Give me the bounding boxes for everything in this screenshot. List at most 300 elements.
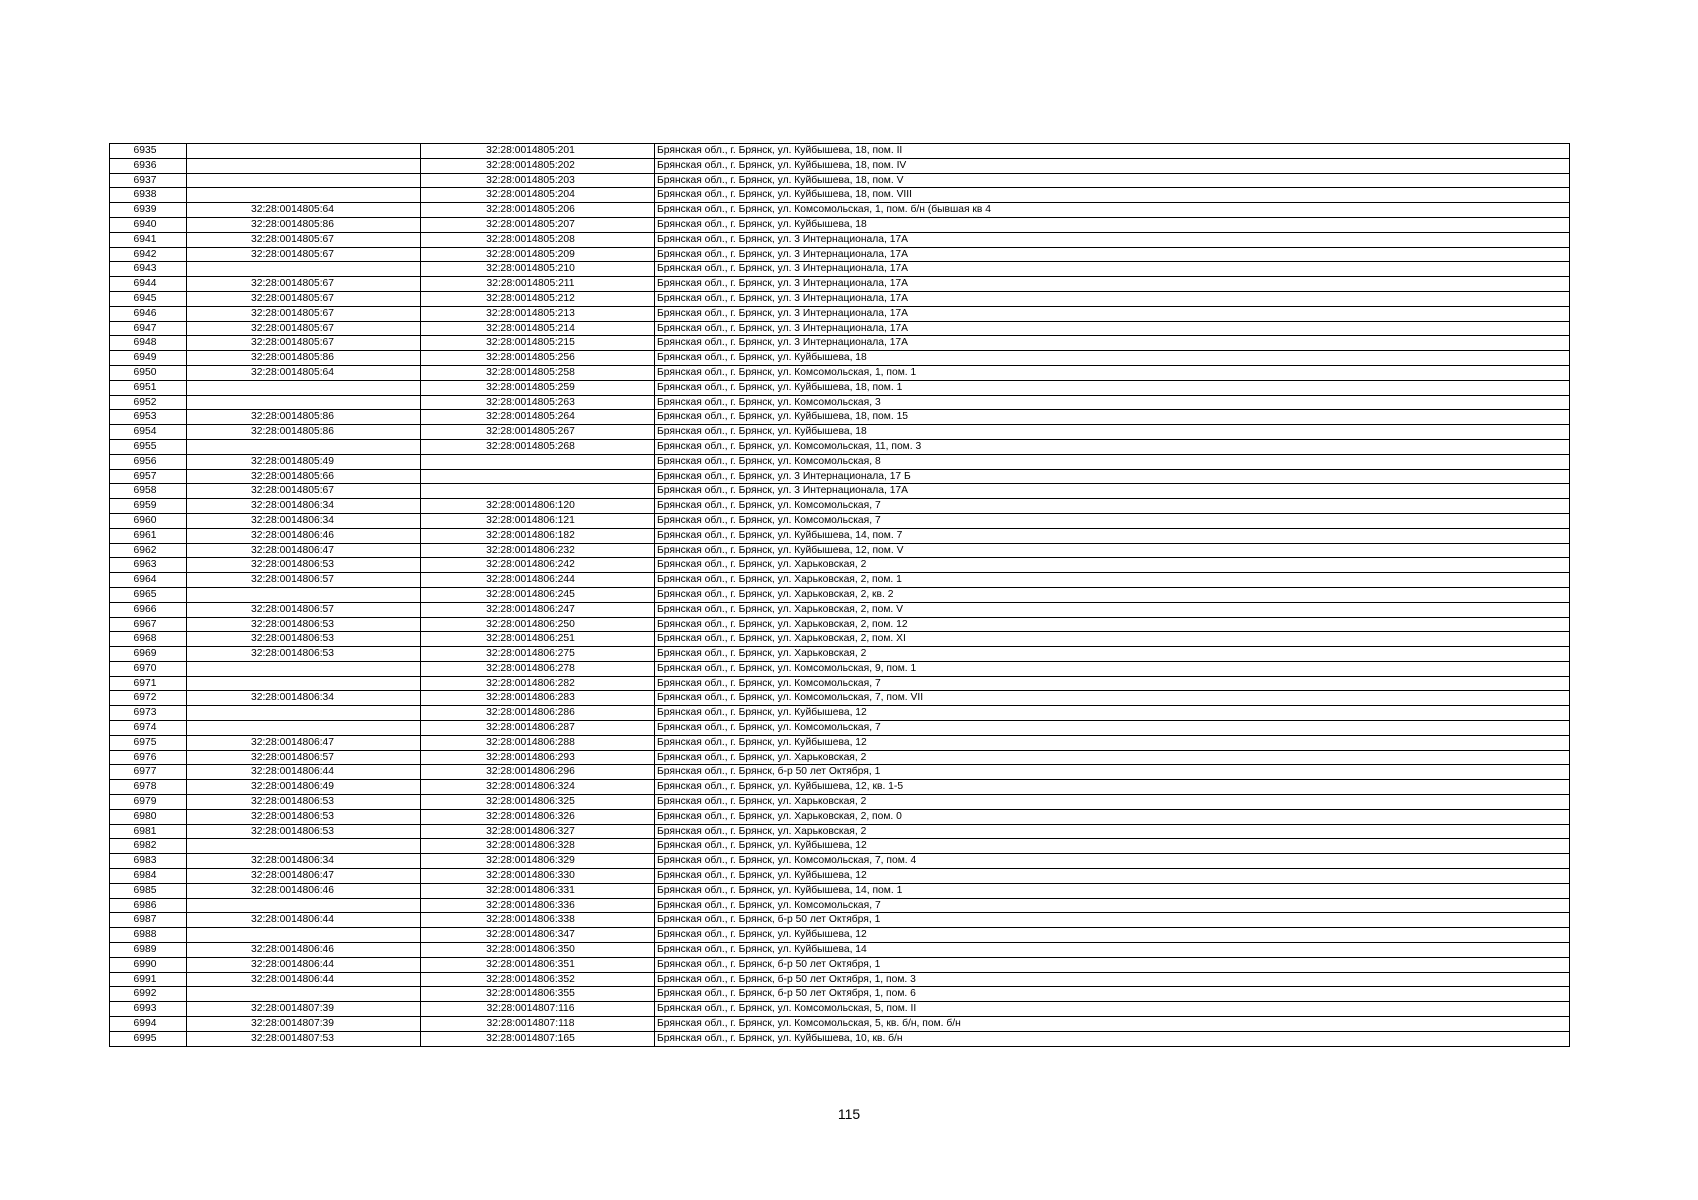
address-cell: Брянская обл., г. Брянск, ул. Комсомольская, 11, пом. 3 [655, 439, 1570, 454]
cadastral-number-cell: 32:28:0014805:212 [421, 291, 655, 306]
table-row [110, 321, 1570, 336]
table-row [110, 469, 1570, 484]
parent-cadastral-number-cell: 32:28:0014806:57 [187, 573, 421, 588]
address-cell: Брянская обл., г. Брянск, ул. Куйбышева, 18, пом. II [655, 144, 1570, 159]
table-row [110, 217, 1570, 232]
address-cell: Брянская обл., г. Брянск, ул. Харьковская, 2, пом. 12 [655, 617, 1570, 632]
row-number-cell: 6984 [110, 869, 187, 884]
address-cell: Брянская обл., г. Брянск, ул. Куйбышева, 10, кв. б/н [655, 1031, 1570, 1046]
table-row [110, 721, 1570, 736]
parent-cadastral-number-cell [187, 380, 421, 395]
row-number-cell: 6961 [110, 528, 187, 543]
address-cell: Брянская обл., г. Брянск, ул. 3 Интернационала, 17А [655, 247, 1570, 262]
address-cell: Брянская обл., г. Брянск, ул. Комсомольская, 7 [655, 721, 1570, 736]
parent-cadastral-number-cell: 32:28:0014805:67 [187, 336, 421, 351]
row-number-cell: 6982 [110, 839, 187, 854]
address-cell: Брянская обл., г. Брянск, ул. Харьковская, 2, пом. 0 [655, 809, 1570, 824]
table-row [110, 913, 1570, 928]
address-cell: Брянская обл., г. Брянск, б-р 50 лет Октября, 1, пом. 6 [655, 987, 1570, 1002]
parent-cadastral-number-cell: 32:28:0014806:53 [187, 795, 421, 810]
table-row [110, 647, 1570, 662]
parent-cadastral-number-cell [187, 721, 421, 736]
row-number-cell: 6935 [110, 144, 187, 159]
row-number-cell: 6987 [110, 913, 187, 928]
row-number-cell: 6979 [110, 795, 187, 810]
parent-cadastral-number-cell [187, 928, 421, 943]
row-number-cell: 6939 [110, 203, 187, 218]
parent-cadastral-number-cell: 32:28:0014805:67 [187, 277, 421, 292]
table-row [110, 987, 1570, 1002]
cadastral-number-cell [421, 454, 655, 469]
parent-cadastral-number-cell: 32:28:0014806:47 [187, 869, 421, 884]
table-row [110, 691, 1570, 706]
address-cell: Брянская обл., г. Брянск, ул. Комсомольская, 7 [655, 676, 1570, 691]
row-number-cell: 6992 [110, 987, 187, 1002]
page-number: 115 [837, 1106, 861, 1122]
cadastral-number-cell: 32:28:0014806:232 [421, 543, 655, 558]
address-cell: Брянская обл., г. Брянск, ул. Куйбышева, 18 [655, 351, 1570, 366]
parent-cadastral-number-cell: 32:28:0014807:39 [187, 1017, 421, 1032]
row-number-cell: 6952 [110, 395, 187, 410]
parent-cadastral-number-cell: 32:28:0014806:34 [187, 854, 421, 869]
table-row [110, 484, 1570, 499]
address-cell: Брянская обл., г. Брянск, ул. Комсомольская, 1, пом. б/н (бывшая кв 4 [655, 203, 1570, 218]
cadastral-number-cell: 32:28:0014806:283 [421, 691, 655, 706]
parent-cadastral-number-cell [187, 987, 421, 1002]
cadastral-number-cell: 32:28:0014806:328 [421, 839, 655, 854]
cadastral-number-cell: 32:28:0014806:288 [421, 735, 655, 750]
table-row [110, 365, 1570, 380]
address-cell: Брянская обл., г. Брянск, ул. Комсомольская, 7 [655, 513, 1570, 528]
parent-cadastral-number-cell: 32:28:0014807:53 [187, 1031, 421, 1046]
cadastral-number-cell: 32:28:0014805:202 [421, 158, 655, 173]
table-row [110, 247, 1570, 262]
address-cell: Брянская обл., г. Брянск, ул. Куйбышева, 12, пом. V [655, 543, 1570, 558]
cadastral-number-cell: 32:28:0014806:275 [421, 647, 655, 662]
address-cell: Брянская обл., г. Брянск, ул. Куйбышева, 12 [655, 869, 1570, 884]
address-cell: Брянская обл., г. Брянск, ул. 3 Интернационала, 17А [655, 277, 1570, 292]
parent-cadastral-number-cell: 32:28:0014806:34 [187, 499, 421, 514]
cadastral-number-cell: 32:28:0014806:351 [421, 957, 655, 972]
address-cell: Брянская обл., г. Брянск, ул. Комсомольская, 7 [655, 898, 1570, 913]
parent-cadastral-number-cell [187, 262, 421, 277]
address-cell: Брянская обл., г. Брянск, ул. Комсомольская, 7 [655, 499, 1570, 514]
row-number-cell: 6950 [110, 365, 187, 380]
parent-cadastral-number-cell: 32:28:0014806:49 [187, 780, 421, 795]
parent-cadastral-number-cell: 32:28:0014805:67 [187, 232, 421, 247]
row-number-cell: 6995 [110, 1031, 187, 1046]
address-cell: Брянская обл., г. Брянск, ул. Комсомольская, 3 [655, 395, 1570, 410]
address-cell: Брянская обл., г. Брянск, ул. Харьковская, 2 [655, 647, 1570, 662]
cadastral-number-cell: 32:28:0014805:258 [421, 365, 655, 380]
cadastral-number-cell: 32:28:0014807:118 [421, 1017, 655, 1032]
cadastral-number-cell: 32:28:0014805:268 [421, 439, 655, 454]
table-row [110, 1017, 1570, 1032]
table-row [110, 809, 1570, 824]
cadastral-number-cell: 32:28:0014806:287 [421, 721, 655, 736]
address-cell: Брянская обл., г. Брянск, ул. Куйбышева, 18, пом. 15 [655, 410, 1570, 425]
table-row [110, 869, 1570, 884]
cadastral-number-cell: 32:28:0014806:120 [421, 499, 655, 514]
cadastral-number-cell: 32:28:0014806:330 [421, 869, 655, 884]
row-number-cell: 6964 [110, 573, 187, 588]
table-row [110, 676, 1570, 691]
cadastral-number-cell: 32:28:0014806:278 [421, 661, 655, 676]
row-number-cell: 6948 [110, 336, 187, 351]
cadastral-number-cell: 32:28:0014806:326 [421, 809, 655, 824]
address-cell: Брянская обл., г. Брянск, ул. Куйбышева, 18, пом. V [655, 173, 1570, 188]
address-cell: Брянская обл., г. Брянск, ул. Куйбышева, 12 [655, 706, 1570, 721]
address-cell: Брянская обл., г. Брянск, ул. 3 Интернационала, 17А [655, 291, 1570, 306]
table-row [110, 158, 1570, 173]
row-number-cell: 6993 [110, 1002, 187, 1017]
row-number-cell: 6967 [110, 617, 187, 632]
cadastral-number-cell: 32:28:0014806:329 [421, 854, 655, 869]
address-cell: Брянская обл., г. Брянск, ул. Куйбышева, 12 [655, 735, 1570, 750]
cadastral-number-cell: 32:28:0014806:245 [421, 587, 655, 602]
address-cell: Брянская обл., г. Брянск, ул. Комсомольская, 7, пом. VII [655, 691, 1570, 706]
table-row [110, 795, 1570, 810]
address-cell: Брянская обл., г. Брянск, ул. Комсомольская, 1, пом. 1 [655, 365, 1570, 380]
parent-cadastral-number-cell: 32:28:0014806:53 [187, 632, 421, 647]
row-number-cell: 6990 [110, 957, 187, 972]
cadastral-number-cell: 32:28:0014807:116 [421, 1002, 655, 1017]
address-cell: Брянская обл., г. Брянск, ул. Комсомольская, 9, пом. 1 [655, 661, 1570, 676]
cadastral-number-cell [421, 484, 655, 499]
table-row [110, 528, 1570, 543]
parent-cadastral-number-cell: 32:28:0014806:57 [187, 750, 421, 765]
parent-cadastral-number-cell: 32:28:0014806:57 [187, 602, 421, 617]
table-row [110, 232, 1570, 247]
parent-cadastral-number-cell: 32:28:0014805:67 [187, 484, 421, 499]
cadastral-number-cell: 32:28:0014805:209 [421, 247, 655, 262]
row-number-cell: 6991 [110, 972, 187, 987]
parent-cadastral-number-cell: 32:28:0014806:53 [187, 647, 421, 662]
row-number-cell: 6994 [110, 1017, 187, 1032]
row-number-cell: 6941 [110, 232, 187, 247]
parent-cadastral-number-cell: 32:28:0014805:66 [187, 469, 421, 484]
row-number-cell: 6973 [110, 706, 187, 721]
address-cell: Брянская обл., г. Брянск, ул. Комсомольская, 7, пом. 4 [655, 854, 1570, 869]
row-number-cell: 6940 [110, 217, 187, 232]
address-cell: Брянская обл., г. Брянск, б-р 50 лет Октября, 1 [655, 765, 1570, 780]
cadastral-number-cell: 32:28:0014806:327 [421, 824, 655, 839]
address-cell: Брянская обл., г. Брянск, ул. Куйбышева, 18, пом. IV [655, 158, 1570, 173]
parent-cadastral-number-cell: 32:28:0014806:34 [187, 691, 421, 706]
cadastral-number-cell: 32:28:0014806:355 [421, 987, 655, 1002]
table-row [110, 661, 1570, 676]
table-row [110, 765, 1570, 780]
table-row [110, 1002, 1570, 1017]
row-number-cell: 6972 [110, 691, 187, 706]
address-cell: Брянская обл., г. Брянск, ул. Куйбышева, 18, пом. VIII [655, 188, 1570, 203]
row-number-cell: 6963 [110, 558, 187, 573]
address-cell: Брянская обл., г. Брянск, ул. Куйбышева, 18, пом. 1 [655, 380, 1570, 395]
table-row [110, 972, 1570, 987]
parent-cadastral-number-cell: 32:28:0014805:67 [187, 306, 421, 321]
parent-cadastral-number-cell [187, 706, 421, 721]
row-number-cell: 6957 [110, 469, 187, 484]
address-cell: Брянская обл., г. Брянск, б-р 50 лет Октября, 1 [655, 913, 1570, 928]
table-row [110, 854, 1570, 869]
address-cell: Брянская обл., г. Брянск, ул. Харьковская, 2 [655, 824, 1570, 839]
address-cell: Брянская обл., г. Брянск, ул. Куйбышева, 18 [655, 217, 1570, 232]
table-row [110, 780, 1570, 795]
row-number-cell: 6968 [110, 632, 187, 647]
address-cell: Брянская обл., г. Брянск, ул. Харьковская, 2 [655, 795, 1570, 810]
cadastral-number-cell: 32:28:0014806:244 [421, 573, 655, 588]
table-row [110, 262, 1570, 277]
parent-cadastral-number-cell: 32:28:0014805:64 [187, 203, 421, 218]
table-row [110, 306, 1570, 321]
cadastral-number-cell: 32:28:0014805:214 [421, 321, 655, 336]
cadastral-number-cell [421, 469, 655, 484]
table-row [110, 277, 1570, 292]
table-row [110, 410, 1570, 425]
address-cell: Брянская обл., г. Брянск, ул. Куйбышева, 14, пом. 7 [655, 528, 1570, 543]
table-row [110, 1031, 1570, 1046]
parent-cadastral-number-cell: 32:28:0014806:47 [187, 543, 421, 558]
cadastral-number-cell: 32:28:0014806:251 [421, 632, 655, 647]
cadastral-number-cell: 32:28:0014806:352 [421, 972, 655, 987]
row-number-cell: 6955 [110, 439, 187, 454]
address-cell: Брянская обл., г. Брянск, ул. Комсомольская, 5, пом. II [655, 1002, 1570, 1017]
cadastral-number-cell: 32:28:0014806:250 [421, 617, 655, 632]
table-row [110, 750, 1570, 765]
table-row [110, 573, 1570, 588]
row-number-cell: 6936 [110, 158, 187, 173]
row-number-cell: 6977 [110, 765, 187, 780]
cadastral-table [109, 143, 1570, 1047]
row-number-cell: 6970 [110, 661, 187, 676]
parent-cadastral-number-cell: 32:28:0014806:46 [187, 883, 421, 898]
row-number-cell: 6989 [110, 943, 187, 958]
table-row [110, 883, 1570, 898]
row-number-cell: 6978 [110, 780, 187, 795]
table-row [110, 203, 1570, 218]
address-cell: Брянская обл., г. Брянск, ул. Комсомольская, 8 [655, 454, 1570, 469]
row-number-cell: 6944 [110, 277, 187, 292]
cadastral-number-cell: 32:28:0014806:336 [421, 898, 655, 913]
cadastral-number-cell: 32:28:0014807:165 [421, 1031, 655, 1046]
row-number-cell: 6980 [110, 809, 187, 824]
parent-cadastral-number-cell: 32:28:0014805:86 [187, 425, 421, 440]
row-number-cell: 6966 [110, 602, 187, 617]
parent-cadastral-number-cell [187, 661, 421, 676]
cadastral-number-cell: 32:28:0014806:282 [421, 676, 655, 691]
cadastral-number-cell: 32:28:0014806:338 [421, 913, 655, 928]
cadastral-number-cell: 32:28:0014806:296 [421, 765, 655, 780]
table-row [110, 291, 1570, 306]
cadastral-number-cell: 32:28:0014805:259 [421, 380, 655, 395]
cadastral-number-cell: 32:28:0014805:256 [421, 351, 655, 366]
row-number-cell: 6953 [110, 410, 187, 425]
address-cell: Брянская обл., г. Брянск, ул. Харьковская, 2, пом. V [655, 602, 1570, 617]
table-row [110, 558, 1570, 573]
row-number-cell: 6942 [110, 247, 187, 262]
row-number-cell: 6965 [110, 587, 187, 602]
row-number-cell: 6986 [110, 898, 187, 913]
address-cell: Брянская обл., г. Брянск, ул. Куйбышева, 12, кв. 1-5 [655, 780, 1570, 795]
row-number-cell: 6954 [110, 425, 187, 440]
parent-cadastral-number-cell: 32:28:0014806:46 [187, 528, 421, 543]
parent-cadastral-number-cell: 32:28:0014805:67 [187, 321, 421, 336]
address-cell: Брянская обл., г. Брянск, ул. Куйбышева, 12 [655, 928, 1570, 943]
table-body [110, 144, 1570, 1047]
parent-cadastral-number-cell [187, 144, 421, 159]
parent-cadastral-number-cell [187, 676, 421, 691]
parent-cadastral-number-cell [187, 395, 421, 410]
cadastral-number-cell: 32:28:0014806:293 [421, 750, 655, 765]
address-cell: Брянская обл., г. Брянск, ул. 3 Интернационала, 17 Б [655, 469, 1570, 484]
parent-cadastral-number-cell: 32:28:0014805:86 [187, 410, 421, 425]
cadastral-number-cell: 32:28:0014806:247 [421, 602, 655, 617]
row-number-cell: 6945 [110, 291, 187, 306]
table-row [110, 543, 1570, 558]
row-number-cell: 6951 [110, 380, 187, 395]
address-cell: Брянская обл., г. Брянск, ул. 3 Интернационала, 17А [655, 484, 1570, 499]
table-row [110, 943, 1570, 958]
address-cell: Брянская обл., г. Брянск, ул. Куйбышева, 14, пом. 1 [655, 883, 1570, 898]
cadastral-number-cell: 32:28:0014806:286 [421, 706, 655, 721]
table-row [110, 499, 1570, 514]
table-row [110, 898, 1570, 913]
address-cell: Брянская обл., г. Брянск, ул. Харьковская, 2, кв. 2 [655, 587, 1570, 602]
table-row [110, 173, 1570, 188]
row-number-cell: 6983 [110, 854, 187, 869]
row-number-cell: 6985 [110, 883, 187, 898]
table-row [110, 336, 1570, 351]
table-row [110, 706, 1570, 721]
parent-cadastral-number-cell: 32:28:0014806:44 [187, 913, 421, 928]
parent-cadastral-number-cell [187, 587, 421, 602]
cadastral-number-cell: 32:28:0014806:347 [421, 928, 655, 943]
parent-cadastral-number-cell [187, 839, 421, 854]
cadastral-number-cell: 32:28:0014806:350 [421, 943, 655, 958]
address-cell: Брянская обл., г. Брянск, ул. 3 Интернационала, 17А [655, 306, 1570, 321]
cadastral-number-cell: 32:28:0014806:325 [421, 795, 655, 810]
table-row [110, 351, 1570, 366]
row-number-cell: 6971 [110, 676, 187, 691]
parent-cadastral-number-cell: 32:28:0014806:44 [187, 765, 421, 780]
table-row [110, 439, 1570, 454]
row-number-cell: 6937 [110, 173, 187, 188]
row-number-cell: 6946 [110, 306, 187, 321]
row-number-cell: 6938 [110, 188, 187, 203]
parent-cadastral-number-cell: 32:28:0014806:46 [187, 943, 421, 958]
parent-cadastral-number-cell: 32:28:0014805:49 [187, 454, 421, 469]
row-number-cell: 6974 [110, 721, 187, 736]
address-cell: Брянская обл., г. Брянск, ул. Куйбышева, 12 [655, 839, 1570, 854]
cadastral-number-cell: 32:28:0014805:203 [421, 173, 655, 188]
parent-cadastral-number-cell [187, 439, 421, 454]
row-number-cell: 6943 [110, 262, 187, 277]
cadastral-number-cell: 32:28:0014806:331 [421, 883, 655, 898]
cadastral-number-cell: 32:28:0014805:267 [421, 425, 655, 440]
parent-cadastral-number-cell: 32:28:0014806:47 [187, 735, 421, 750]
table-row [110, 380, 1570, 395]
row-number-cell: 6947 [110, 321, 187, 336]
cadastral-number-cell: 32:28:0014806:182 [421, 528, 655, 543]
address-cell: Брянская обл., г. Брянск, ул. Комсомольская, 5, кв. б/н, пом. б/н [655, 1017, 1570, 1032]
cadastral-number-cell: 32:28:0014805:264 [421, 410, 655, 425]
table-row [110, 735, 1570, 750]
address-cell: Брянская обл., г. Брянск, ул. 3 Интернационала, 17А [655, 321, 1570, 336]
parent-cadastral-number-cell: 32:28:0014805:86 [187, 217, 421, 232]
table-row [110, 632, 1570, 647]
parent-cadastral-number-cell: 32:28:0014806:53 [187, 824, 421, 839]
parent-cadastral-number-cell [187, 173, 421, 188]
cadastral-number-cell: 32:28:0014805:204 [421, 188, 655, 203]
cadastral-number-cell: 32:28:0014805:215 [421, 336, 655, 351]
row-number-cell: 6956 [110, 454, 187, 469]
cadastral-number-cell: 32:28:0014805:206 [421, 203, 655, 218]
table-row [110, 425, 1570, 440]
parent-cadastral-number-cell: 32:28:0014806:53 [187, 617, 421, 632]
row-number-cell: 6988 [110, 928, 187, 943]
table-row [110, 587, 1570, 602]
address-cell: Брянская обл., г. Брянск, ул. Харьковская, 2 [655, 750, 1570, 765]
address-cell: Брянская обл., г. Брянск, ул. 3 Интернационала, 17А [655, 336, 1570, 351]
table-row [110, 839, 1570, 854]
parent-cadastral-number-cell: 32:28:0014806:44 [187, 972, 421, 987]
row-number-cell: 6976 [110, 750, 187, 765]
table-row [110, 513, 1570, 528]
cadastral-number-cell: 32:28:0014805:211 [421, 277, 655, 292]
parent-cadastral-number-cell [187, 158, 421, 173]
parent-cadastral-number-cell: 32:28:0014806:44 [187, 957, 421, 972]
row-number-cell: 6975 [110, 735, 187, 750]
table-row [110, 617, 1570, 632]
cadastral-number-cell: 32:28:0014805:208 [421, 232, 655, 247]
parent-cadastral-number-cell: 32:28:0014806:53 [187, 809, 421, 824]
address-cell: Брянская обл., г. Брянск, ул. Харьковская, 2, пом. 1 [655, 573, 1570, 588]
parent-cadastral-number-cell: 32:28:0014806:34 [187, 513, 421, 528]
row-number-cell: 6949 [110, 351, 187, 366]
parent-cadastral-number-cell: 32:28:0014807:39 [187, 1002, 421, 1017]
parent-cadastral-number-cell: 32:28:0014805:67 [187, 247, 421, 262]
address-cell: Брянская обл., г. Брянск, б-р 50 лет Октября, 1 [655, 957, 1570, 972]
row-number-cell: 6981 [110, 824, 187, 839]
cadastral-number-cell: 32:28:0014806:121 [421, 513, 655, 528]
table-row [110, 824, 1570, 839]
cadastral-number-cell: 32:28:0014806:324 [421, 780, 655, 795]
parent-cadastral-number-cell: 32:28:0014805:86 [187, 351, 421, 366]
parent-cadastral-number-cell: 32:28:0014805:64 [187, 365, 421, 380]
table-row [110, 602, 1570, 617]
table-row [110, 144, 1570, 159]
cadastral-number-cell: 32:28:0014805:213 [421, 306, 655, 321]
row-number-cell: 6958 [110, 484, 187, 499]
row-number-cell: 6962 [110, 543, 187, 558]
cadastral-number-cell: 32:28:0014805:201 [421, 144, 655, 159]
cadastral-number-cell: 32:28:0014805:263 [421, 395, 655, 410]
row-number-cell: 6969 [110, 647, 187, 662]
cadastral-number-cell: 32:28:0014805:207 [421, 217, 655, 232]
table-row [110, 454, 1570, 469]
address-cell: Брянская обл., г. Брянск, ул. 3 Интернационала, 17А [655, 232, 1570, 247]
address-cell: Брянская обл., г. Брянск, ул. 3 Интернационала, 17А [655, 262, 1570, 277]
row-number-cell: 6960 [110, 513, 187, 528]
cadastral-number-cell: 32:28:0014805:210 [421, 262, 655, 277]
address-cell: Брянская обл., г. Брянск, ул. Харьковская, 2, пом. XI [655, 632, 1570, 647]
parent-cadastral-number-cell [187, 898, 421, 913]
address-cell: Брянская обл., г. Брянск, ул. Харьковская, 2 [655, 558, 1570, 573]
parent-cadastral-number-cell: 32:28:0014806:53 [187, 558, 421, 573]
address-cell: Брянская обл., г. Брянск, ул. Куйбышева, 14 [655, 943, 1570, 958]
address-cell: Брянская обл., г. Брянск, ул. Куйбышева, 18 [655, 425, 1570, 440]
parent-cadastral-number-cell: 32:28:0014805:67 [187, 291, 421, 306]
